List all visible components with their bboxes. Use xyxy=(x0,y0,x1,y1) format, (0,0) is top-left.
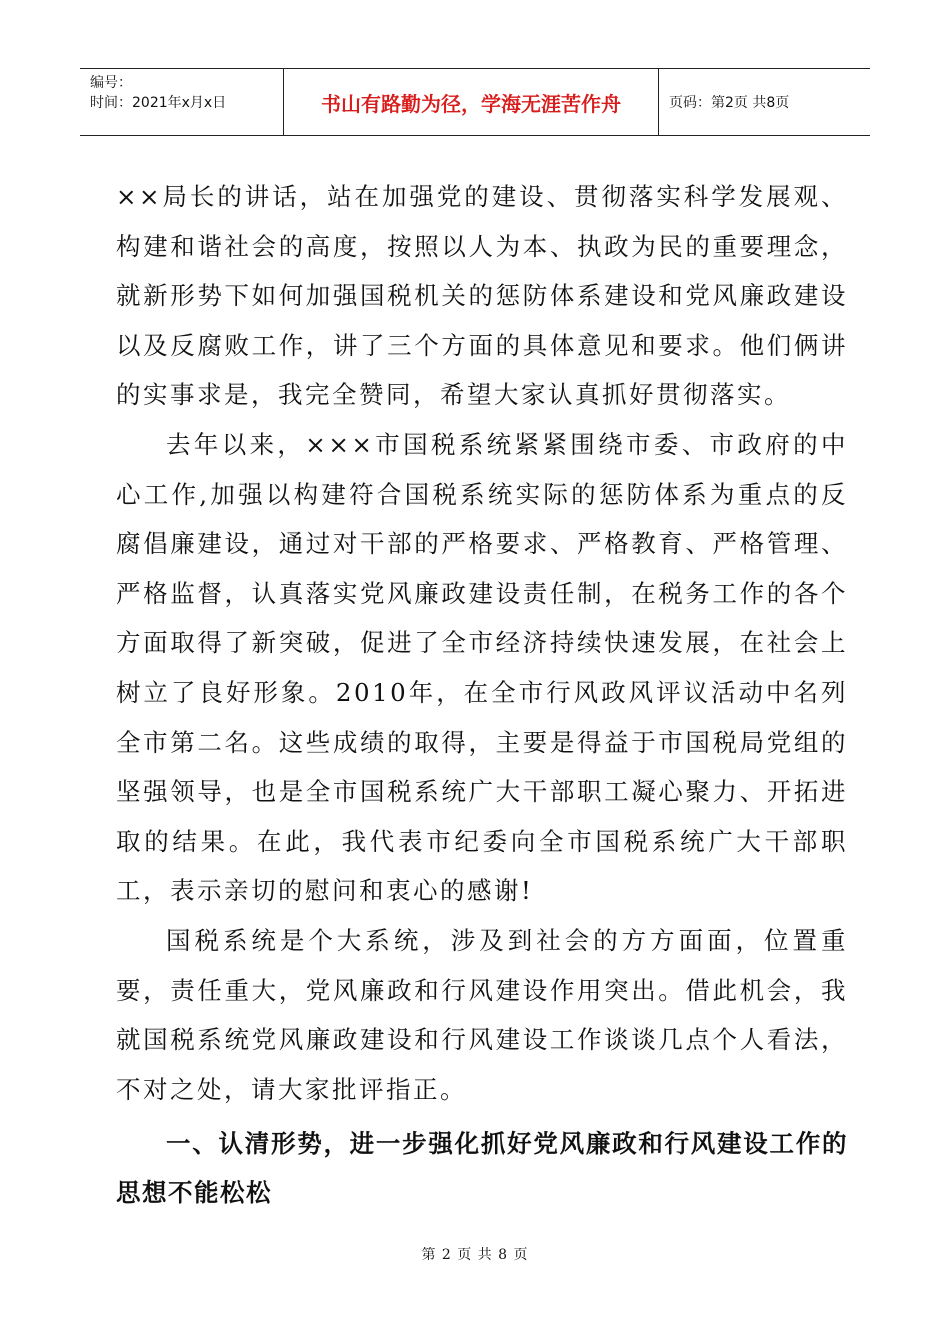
header-motto: 书山有路勤为径，学海无涯苦作舟 xyxy=(284,69,659,135)
paragraph: ××局长的讲话，站在加强党的建设、贯彻落实科学发展观、构建和谐社会的高度，按照以人为本、执政为民的重要理念，就新形势下如何加强国税机关的惩防体系建设和党风廉政建设以及反腐败工作，讲了三个方面的具体意见和要求。他们俩讲的实事求是，我完全赞同，希望大家认真抓好贯彻落实。 xyxy=(116,182,848,410)
section-heading: 一、认清形势，进一步强化抓好党风廉政和行风建设工作的思想不能松松 xyxy=(116,1129,848,1208)
paragraph: 去年以来，×××市国税系统紧紧围绕市委、市政府的中心工作,加强以构建符合国税系统实际的惩防体系为重点的反腐倡廉建设，通过对干部的严格要求、严格教育、严格管理、严格监督，认真落实党风廉政建设责任制，在税务工作的各个方面取得了新突破，促进了全市经济持续快速发展，在社会上树立了良好形象。2010年，在全市行风政风评议活动中名列全市第二名。这些成绩的取得，主要是得益于市国税局党组的坚强领导，也是全市国税系统广大干部职工凝心聚力、开拓进取的结果。在此，我代表市纪委向全市国税系统广大干部职工，表示亲切的慰问和衷心的感谢! xyxy=(116,429,848,906)
time-label: 时间：2021年x月x日 xyxy=(90,95,227,111)
paragraph: 国税系统是个大系统，涉及到社会的方方面面，位置重要，责任重大，党风廉政和行风建设作用突出。借此机会，我就国税系统党风廉政建设和行风建设工作谈谈几点个人看法，不对之处，请大家批评指正。 xyxy=(116,925,848,1104)
page-footer: 第 2 页 共 8 页 xyxy=(421,1247,529,1263)
document-body xyxy=(116,172,848,1217)
header-page-info: 页码：第2页 共8页 xyxy=(669,95,790,111)
number-label: 编号： xyxy=(90,75,132,91)
page-header xyxy=(80,68,870,136)
header-meta xyxy=(80,69,284,135)
